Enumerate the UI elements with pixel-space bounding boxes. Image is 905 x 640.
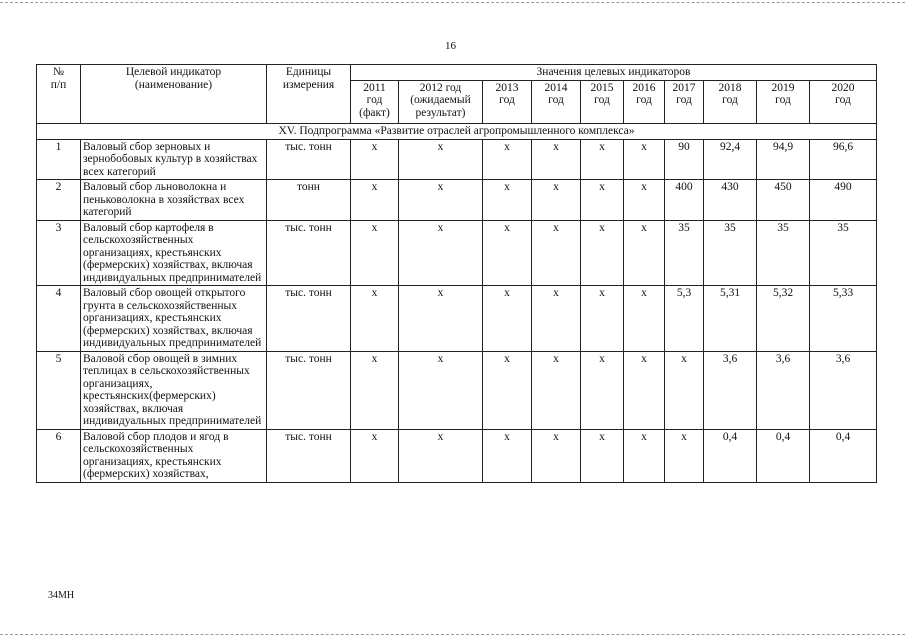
table-row bbox=[37, 351, 877, 429]
indicator-value: x bbox=[399, 220, 483, 286]
indicator-name: Валовый сбор зерновых и зернобобовых культур в хозяйствах всех категорий bbox=[81, 139, 267, 180]
indicator-value: x bbox=[581, 180, 624, 221]
indicator-value: 5,3 bbox=[665, 286, 704, 352]
table-row bbox=[37, 220, 877, 286]
row-number: 6 bbox=[37, 429, 81, 482]
indicator-value: x bbox=[483, 180, 532, 221]
indicator-value: x bbox=[532, 180, 581, 221]
indicator-value: x bbox=[532, 220, 581, 286]
indicator-value: x bbox=[399, 286, 483, 352]
indicator-value: x bbox=[483, 286, 532, 352]
indicator-value: x bbox=[624, 139, 665, 180]
header-units: Единицы измерения bbox=[267, 65, 351, 124]
indicator-value: 5,32 bbox=[757, 286, 810, 352]
header-year: 2019 год bbox=[757, 80, 810, 123]
header-indicator: Целевой индикатор (наименование) bbox=[81, 65, 267, 124]
indicator-value: x bbox=[665, 351, 704, 429]
indicator-value: x bbox=[532, 139, 581, 180]
header-year: 2013 год bbox=[483, 80, 532, 123]
header-year: 2014 год bbox=[532, 80, 581, 123]
indicator-value: x bbox=[351, 429, 399, 482]
indicator-value: 3,6 bbox=[704, 351, 757, 429]
section-title: XV. Подпрограмма «Развитие отраслей агропромышленного комплекса» bbox=[37, 123, 877, 139]
indicator-value: x bbox=[351, 139, 399, 180]
indicator-value: x bbox=[624, 220, 665, 286]
indicator-value: x bbox=[624, 286, 665, 352]
indicator-name: Валовый сбор овощей открытого грунта в сельскохозяйственных организациях, крестьянских (фермерских) хозяйствах, включая индивидуальных предпринимателей bbox=[81, 286, 267, 352]
indicator-value: 35 bbox=[665, 220, 704, 286]
indicator-value: 3,6 bbox=[810, 351, 877, 429]
indicator-value: x bbox=[581, 351, 624, 429]
footer-code: 34МН bbox=[48, 590, 75, 601]
header-year: 2020 год bbox=[810, 80, 877, 123]
indicator-value: 3,6 bbox=[757, 351, 810, 429]
indicator-value: 35 bbox=[810, 220, 877, 286]
header-year: 2016 год bbox=[624, 80, 665, 123]
indicator-value: x bbox=[399, 351, 483, 429]
indicator-value: 35 bbox=[704, 220, 757, 286]
indicator-name: Валовой сбор овощей в зимних теплицах в сельскохозяйственных организациях, крестьянских(фермерских) хозяйствах, включая индивидуальных предпринимателей bbox=[81, 351, 267, 429]
indicator-value: x bbox=[581, 139, 624, 180]
indicator-unit: тыс. тонн bbox=[267, 429, 351, 482]
header-year: 2015 год bbox=[581, 80, 624, 123]
indicator-value: 400 bbox=[665, 180, 704, 221]
header-values-title: Значения целевых индикаторов bbox=[351, 65, 877, 81]
indicator-unit: тыс. тонн bbox=[267, 220, 351, 286]
indicator-value: x bbox=[399, 429, 483, 482]
indicator-name: Валовый сбор картофеля в сельскохозяйственных организациях, крестьянских (фермерских) хозяйствах, включая индивидуальных предпринимателей bbox=[81, 220, 267, 286]
header-year: 2011 год (факт) bbox=[351, 80, 399, 123]
indicator-value: x bbox=[351, 220, 399, 286]
indicator-value: 5,33 bbox=[810, 286, 877, 352]
indicator-value: x bbox=[532, 286, 581, 352]
indicator-value: x bbox=[532, 351, 581, 429]
indicator-value: x bbox=[483, 351, 532, 429]
indicator-value: 490 bbox=[810, 180, 877, 221]
page-number: 16 bbox=[445, 40, 456, 52]
indicator-value: x bbox=[483, 220, 532, 286]
indicator-name: Валовый сбор льноволокна и пеньковолокна в хозяйствах всех категорий bbox=[81, 180, 267, 221]
indicator-value: x bbox=[399, 139, 483, 180]
indicator-value: x bbox=[399, 180, 483, 221]
indicator-value: x bbox=[483, 429, 532, 482]
row-number: 5 bbox=[37, 351, 81, 429]
indicator-unit: тыс. тонн bbox=[267, 139, 351, 180]
indicator-unit: тыс. тонн bbox=[267, 351, 351, 429]
table-row bbox=[37, 139, 877, 180]
row-number: 4 bbox=[37, 286, 81, 352]
bottom-scan-edge bbox=[0, 634, 905, 635]
header-year: 2017 год bbox=[665, 80, 704, 123]
header-num: № п/п bbox=[37, 65, 81, 124]
row-number: 3 bbox=[37, 220, 81, 286]
indicator-value: x bbox=[351, 180, 399, 221]
indicator-name: Валовой сбор плодов и ягод в сельскохозяйственных организациях, крестьянских (фермерских) хозяйствах, bbox=[81, 429, 267, 482]
header-year: 2018 год bbox=[704, 80, 757, 123]
indicator-value: x bbox=[624, 351, 665, 429]
indicator-value: 0,4 bbox=[704, 429, 757, 482]
indicator-value: 96,6 bbox=[810, 139, 877, 180]
indicator-value: 0,4 bbox=[810, 429, 877, 482]
header-year: 2012 год (ожидаемый результат) bbox=[399, 80, 483, 123]
indicator-unit: тыс. тонн bbox=[267, 286, 351, 352]
row-number: 1 bbox=[37, 139, 81, 180]
indicator-value: x bbox=[624, 180, 665, 221]
indicator-value: 90 bbox=[665, 139, 704, 180]
indicator-value: 92,4 bbox=[704, 139, 757, 180]
indicator-value: x bbox=[581, 429, 624, 482]
row-number: 2 bbox=[37, 180, 81, 221]
indicator-value: x bbox=[351, 351, 399, 429]
indicator-value: 35 bbox=[757, 220, 810, 286]
indicator-value: 450 bbox=[757, 180, 810, 221]
table-row bbox=[37, 286, 877, 352]
indicator-value: x bbox=[581, 220, 624, 286]
indicator-value: x bbox=[532, 429, 581, 482]
indicator-value: 94,9 bbox=[757, 139, 810, 180]
indicator-value: 0,4 bbox=[757, 429, 810, 482]
indicator-value: x bbox=[351, 286, 399, 352]
indicator-value: x bbox=[581, 286, 624, 352]
table-row bbox=[37, 429, 877, 482]
table-row bbox=[37, 180, 877, 221]
indicators-table bbox=[36, 64, 877, 483]
indicator-value: x bbox=[483, 139, 532, 180]
indicator-value: 430 bbox=[704, 180, 757, 221]
top-scan-edge bbox=[0, 2, 905, 3]
indicator-value: x bbox=[665, 429, 704, 482]
indicator-unit: тонн bbox=[267, 180, 351, 221]
indicator-value: x bbox=[624, 429, 665, 482]
indicator-value: 5,31 bbox=[704, 286, 757, 352]
